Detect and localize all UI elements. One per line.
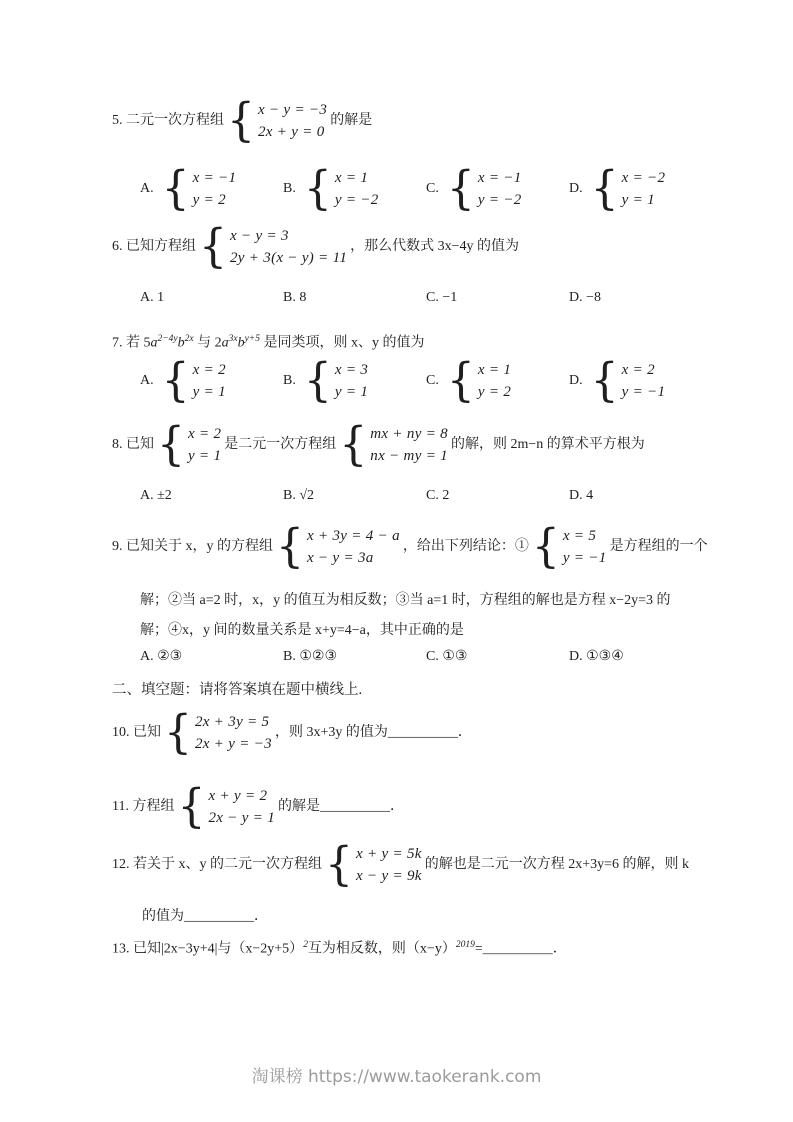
- exponent: 2: [303, 940, 308, 950]
- q5-option-c: [426, 161, 569, 216]
- equation: x − y = 3: [230, 228, 289, 244]
- answer-blank: __________: [184, 909, 254, 924]
- option-label: D.: [569, 181, 583, 196]
- q9-option-a: A. ②③: [140, 649, 183, 664]
- question-text: 的解是: [278, 799, 321, 814]
- option-label: A.: [140, 373, 154, 388]
- q8-option-c: C. 2: [426, 488, 450, 503]
- brace-icon: {: [531, 519, 560, 574]
- q5-option-a: [140, 161, 283, 216]
- equation-system: [199, 219, 348, 274]
- question-text: ．: [254, 909, 268, 924]
- math-var: b: [177, 335, 185, 351]
- equation: nx − my = 1: [370, 448, 448, 464]
- question-10-stem: [112, 705, 472, 760]
- question-text: 6. 已知方程组: [112, 239, 196, 254]
- equation: y = −1: [621, 384, 666, 400]
- equation: x = 5: [562, 528, 597, 544]
- equation-system: [590, 161, 666, 216]
- equation: x = −1: [477, 170, 522, 186]
- question-text: ．: [552, 941, 567, 957]
- question-6-stem: [112, 219, 520, 274]
- equation: x = 2: [188, 426, 222, 442]
- question-text: ．: [457, 725, 472, 740]
- question-text: 9. 已知关于 x，y 的方程组: [112, 539, 273, 554]
- equation: x − y = 9k: [356, 868, 422, 884]
- equation: x − y = −3: [258, 102, 328, 118]
- equation-system: [161, 353, 226, 408]
- question-text: ，那么代数式 3x−4y 的值为: [350, 239, 520, 254]
- question-text: ．: [390, 799, 405, 814]
- equation: x = 1: [334, 170, 369, 186]
- question-text: 的解也是二元一次方程 2x+3y=6 的解，则 k: [424, 857, 690, 872]
- question-7-stem: [112, 328, 424, 355]
- q5-option-b: [283, 161, 426, 216]
- question-text: ，给出下列结论：①: [402, 539, 529, 554]
- equation: x = −2: [621, 170, 666, 186]
- question-9-options: [140, 648, 712, 665]
- exponent: y+5: [244, 334, 260, 344]
- q8-option-b: B. √2: [283, 488, 315, 503]
- equation: y = 1: [192, 384, 226, 400]
- question-5-stem: [112, 93, 373, 148]
- equation-system: [227, 93, 328, 148]
- brace-icon: {: [325, 837, 353, 892]
- q7-option-a: [140, 353, 283, 408]
- question-9-line3: 解；④x，y 间的数量关系是 x+y=4−a，其中正确的是: [140, 623, 464, 638]
- brace-icon: {: [177, 779, 206, 834]
- footer-watermark: 淘课榜 https://www.taokerank.com: [251, 1067, 542, 1087]
- equation: x + y = 2: [208, 788, 268, 804]
- brace-icon: {: [446, 353, 475, 408]
- brace-icon: {: [199, 219, 227, 274]
- equation: y = 2: [477, 384, 512, 400]
- question-12-stem: [112, 837, 690, 892]
- question-text: 的解是: [330, 113, 373, 128]
- question-text: 13. 已知|2x−3y+4|与（x−2y+5）: [112, 941, 304, 957]
- q5-option-d: [569, 161, 712, 216]
- q6-option-c: C. −1: [426, 290, 458, 305]
- equation: 2x + y = −3: [195, 736, 272, 752]
- q7-option-b: [283, 353, 426, 408]
- option-label: B.: [283, 181, 296, 196]
- q7-option-c: [426, 353, 569, 408]
- equation: y = −2: [477, 192, 522, 208]
- equation: x = 3: [334, 362, 369, 378]
- math-var: a: [221, 335, 229, 351]
- q9-option-c: C. ①③: [426, 649, 468, 664]
- equation-system: [303, 353, 369, 408]
- question-12-line2: [142, 906, 268, 928]
- q9-option-d: D. ①③④: [569, 649, 624, 664]
- exponent: 2x: [184, 334, 194, 344]
- brace-icon: {: [446, 161, 475, 216]
- question-text: 8. 已知: [112, 437, 154, 452]
- question-text: 的值为: [142, 909, 184, 924]
- equation: x = −1: [192, 170, 237, 186]
- equation-system: [164, 705, 272, 760]
- exponent: 3x: [228, 334, 238, 344]
- exponent: 2−4y: [157, 334, 178, 344]
- equation: x = 1: [477, 362, 512, 378]
- brace-icon: {: [339, 417, 368, 472]
- equation: x = 2: [192, 362, 226, 378]
- equation-system: [446, 161, 522, 216]
- equation: x = 2: [621, 362, 655, 378]
- brace-icon: {: [157, 417, 185, 472]
- brace-icon: {: [590, 161, 619, 216]
- question-9-stem: [112, 519, 708, 574]
- q6-option-b: B. 8: [283, 290, 307, 305]
- brace-icon: {: [303, 353, 332, 408]
- question-text: 是同类项，则 x、y 的值为: [259, 335, 425, 351]
- question-8-options: [140, 488, 712, 504]
- equation: 2x − y = 1: [208, 810, 276, 826]
- equation: y = 1: [621, 192, 655, 208]
- equation-system: [276, 519, 400, 574]
- equation-system: [531, 519, 607, 574]
- q8-option-d: D. 4: [569, 488, 594, 503]
- question-11-stem: [112, 779, 405, 834]
- question-7-options: [140, 353, 712, 408]
- equation: y = 2: [192, 192, 226, 208]
- question-8-stem: [112, 417, 645, 472]
- equation: x − y = 3a: [307, 550, 374, 566]
- question-text: 互为相反数，则（x−y）: [307, 941, 456, 957]
- question-text: 12. 若关于 x、y 的二元一次方程组: [112, 857, 322, 872]
- option-label: C.: [426, 181, 439, 196]
- q7-option-d: [569, 353, 712, 408]
- option-label: D.: [569, 373, 583, 388]
- equation-system: [161, 161, 237, 216]
- equation: y = 1: [188, 448, 222, 464]
- option-label: A.: [140, 181, 154, 196]
- math-var: b: [237, 335, 245, 351]
- equation-system: [157, 417, 222, 472]
- question-text: 11. 方程组: [112, 799, 175, 814]
- question-text: ，则 3x+3y 的值为: [274, 725, 388, 740]
- equation: x + 3y = 4 − a: [307, 528, 400, 544]
- equation: 2x + 3y = 5: [195, 714, 270, 730]
- option-label: C.: [426, 373, 439, 388]
- brace-icon: {: [161, 353, 190, 408]
- equation: 2y + 3(x − y) = 11: [230, 250, 348, 266]
- question-6-options: [140, 290, 712, 306]
- brace-icon: {: [161, 161, 190, 216]
- equation: y = 1: [334, 384, 369, 400]
- exponent: 2019: [455, 940, 475, 950]
- question-text: 5. 二元一次方程组: [112, 113, 224, 128]
- equation: y = −1: [562, 550, 607, 566]
- question-text: =: [474, 941, 483, 957]
- option-label: B.: [283, 373, 296, 388]
- question-text: 的解，则 2m−n 的算术平方根为: [450, 437, 645, 452]
- equation: mx + ny = 8: [370, 426, 448, 442]
- math-var: a: [150, 335, 158, 351]
- equation-system: [446, 353, 512, 408]
- equation-system: [303, 161, 379, 216]
- question-text: 与 2: [193, 335, 222, 351]
- q6-option-a: A. 1: [140, 290, 165, 305]
- question-5-options: [140, 161, 712, 216]
- answer-blank: __________: [387, 725, 458, 740]
- brace-icon: {: [164, 705, 192, 760]
- question-text: 是二元一次方程组: [224, 437, 337, 452]
- equation-system: [177, 779, 276, 834]
- brace-icon: {: [276, 519, 304, 574]
- question-text: 10. 已知: [112, 725, 161, 740]
- question-text: 7. 若 5: [112, 335, 151, 351]
- section-heading: 二、填空题：请将答案填在题中横线上.: [112, 682, 363, 698]
- q6-option-d: D. −8: [569, 290, 602, 305]
- equation: y = −2: [334, 192, 379, 208]
- equation-system: [339, 417, 448, 472]
- equation-system: [590, 353, 666, 408]
- answer-blank: __________: [482, 941, 553, 957]
- brace-icon: {: [303, 161, 332, 216]
- question-13-stem: [112, 934, 567, 961]
- equation: 2x + y = 0: [258, 124, 325, 140]
- q9-option-b: B. ①②③: [283, 649, 337, 664]
- equation-system: [325, 837, 422, 892]
- brace-icon: {: [227, 93, 255, 148]
- answer-blank: __________: [320, 799, 391, 814]
- brace-icon: {: [590, 353, 619, 408]
- question-text: 是方程组的一个: [609, 539, 708, 554]
- question-9-line2: 解；②当 a=2 时，x，y 的值互为相反数；③当 a=1 时，方程组的解也是方程 x−2y=3 的: [140, 593, 671, 608]
- q8-option-a: A. ±2: [140, 488, 172, 503]
- equation: x + y = 5k: [356, 846, 422, 862]
